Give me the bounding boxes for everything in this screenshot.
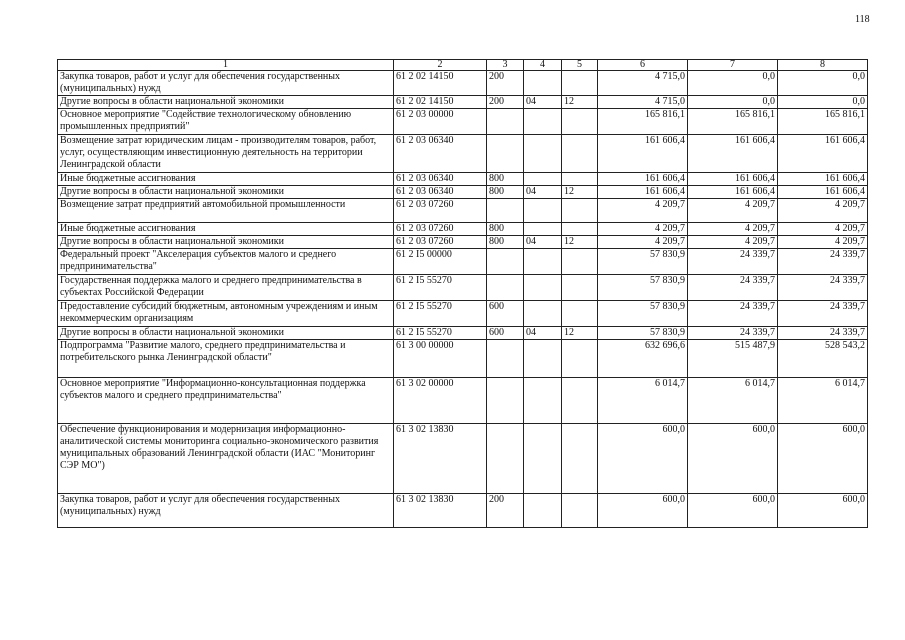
table-row (58, 199, 868, 223)
row-col3 (487, 249, 524, 275)
row-col5 (562, 109, 598, 135)
row-code: 61 3 02 13830 (394, 494, 487, 528)
table-row (58, 424, 868, 494)
row-name: Основное мероприятие "Информационно-консультационная поддержка субъектов малого и среднего предпринимательства" (58, 378, 394, 424)
row-name: Иные бюджетные ассигнования (58, 173, 394, 186)
row-name: Обеспечение функционирования и модернизация информационно-аналитической системы мониторинга социально-экономического развития муниципальных образований Ленинградской области (ИАС "Мониторинг СЭР МО") (58, 424, 394, 494)
row-col5 (562, 340, 598, 378)
row-name: Иные бюджетные ассигнования (58, 223, 394, 236)
row-col3: 600 (487, 301, 524, 327)
row-value-6: 161 606,4 (598, 135, 688, 173)
row-code: 61 3 00 00000 (394, 340, 487, 378)
row-value-7: 24 339,7 (688, 301, 778, 327)
row-col3 (487, 199, 524, 223)
row-value-7: 24 339,7 (688, 275, 778, 301)
row-value-8: 24 339,7 (778, 249, 868, 275)
row-col4: 04 (524, 186, 562, 199)
row-value-8: 6 014,7 (778, 378, 868, 424)
row-value-6: 4 715,0 (598, 96, 688, 109)
row-col3 (487, 340, 524, 378)
row-value-6: 57 830,9 (598, 327, 688, 340)
row-value-6: 6 014,7 (598, 378, 688, 424)
row-value-6: 165 816,1 (598, 109, 688, 135)
row-col5: 12 (562, 186, 598, 199)
row-value-7: 165 816,1 (688, 109, 778, 135)
row-value-7: 24 339,7 (688, 249, 778, 275)
row-col4 (524, 109, 562, 135)
row-value-8: 4 209,7 (778, 199, 868, 223)
row-name: Основное мероприятие "Содействие технологическому обновлению промышленных предприятий" (58, 109, 394, 135)
row-name: Другие вопросы в области национальной экономики (58, 327, 394, 340)
row-value-7: 161 606,4 (688, 186, 778, 199)
row-col5 (562, 494, 598, 528)
table-row (58, 494, 868, 528)
row-col3 (487, 424, 524, 494)
table-row (58, 340, 868, 378)
row-name: Другие вопросы в области национальной экономики (58, 186, 394, 199)
table-row (58, 186, 868, 199)
column-header: 5 (562, 60, 598, 71)
row-col4 (524, 494, 562, 528)
row-value-7: 161 606,4 (688, 135, 778, 173)
row-col5: 12 (562, 96, 598, 109)
column-header: 6 (598, 60, 688, 71)
row-col4 (524, 199, 562, 223)
row-col4 (524, 301, 562, 327)
row-col5 (562, 199, 598, 223)
row-col4 (524, 135, 562, 173)
row-value-7: 4 209,7 (688, 223, 778, 236)
row-code: 61 2 03 07260 (394, 223, 487, 236)
row-col3: 800 (487, 186, 524, 199)
row-code: 61 2 I5 55270 (394, 327, 487, 340)
table-row (58, 249, 868, 275)
row-col5 (562, 301, 598, 327)
row-col4 (524, 173, 562, 186)
row-value-7: 515 487,9 (688, 340, 778, 378)
row-name: Закупка товаров, работ и услуг для обеспечения государственных (муниципальных) нужд (58, 71, 394, 96)
row-code: 61 2 02 14150 (394, 96, 487, 109)
row-name: Другие вопросы в области национальной экономики (58, 236, 394, 249)
row-code: 61 2 03 07260 (394, 236, 487, 249)
row-value-6: 632 696,6 (598, 340, 688, 378)
table-row (58, 135, 868, 173)
row-col5 (562, 71, 598, 96)
row-value-7: 600,0 (688, 494, 778, 528)
row-name: Возмещение затрат юридическим лицам - производителям товаров, работ, услуг, осуществляющим инвестиционную деятельность на территории Ленинградской области (58, 135, 394, 173)
row-col4 (524, 249, 562, 275)
row-value-8: 4 209,7 (778, 236, 868, 249)
table-row (58, 71, 868, 96)
table-row (58, 275, 868, 301)
row-value-6: 4 715,0 (598, 71, 688, 96)
table-row (58, 236, 868, 249)
table-row (58, 173, 868, 186)
row-col5 (562, 135, 598, 173)
row-name: Закупка товаров, работ и услуг для обеспечения государственных (муниципальных) нужд (58, 494, 394, 528)
row-col4 (524, 275, 562, 301)
row-value-7: 4 209,7 (688, 236, 778, 249)
column-header: 2 (394, 60, 487, 71)
row-col3: 800 (487, 236, 524, 249)
row-value-6: 57 830,9 (598, 301, 688, 327)
row-name: Возмещение затрат предприятий автомобильной промышленности (58, 199, 394, 223)
row-value-8: 161 606,4 (778, 186, 868, 199)
row-code: 61 2 I5 00000 (394, 249, 487, 275)
row-col3: 200 (487, 494, 524, 528)
row-value-7: 24 339,7 (688, 327, 778, 340)
row-col3: 800 (487, 173, 524, 186)
row-col3 (487, 135, 524, 173)
row-value-8: 0,0 (778, 96, 868, 109)
row-value-8: 600,0 (778, 424, 868, 494)
row-col3: 800 (487, 223, 524, 236)
column-header: 7 (688, 60, 778, 71)
row-value-8: 24 339,7 (778, 327, 868, 340)
row-col5 (562, 424, 598, 494)
row-value-8: 0,0 (778, 71, 868, 96)
row-value-8: 600,0 (778, 494, 868, 528)
row-code: 61 2 03 07260 (394, 199, 487, 223)
row-col5 (562, 275, 598, 301)
row-value-6: 4 209,7 (598, 199, 688, 223)
row-col5 (562, 223, 598, 236)
row-value-7: 6 014,7 (688, 378, 778, 424)
budget-table (57, 59, 868, 528)
row-col4 (524, 424, 562, 494)
row-value-6: 57 830,9 (598, 275, 688, 301)
row-col3 (487, 275, 524, 301)
row-name: Предоставление субсидий бюджетным, автономным учреждениям и иным некоммерческим организациям (58, 301, 394, 327)
row-value-6: 57 830,9 (598, 249, 688, 275)
table-row (58, 378, 868, 424)
row-value-8: 161 606,4 (778, 173, 868, 186)
row-code: 61 2 03 06340 (394, 135, 487, 173)
table-row (58, 109, 868, 135)
column-header: 1 (58, 60, 394, 71)
row-value-7: 0,0 (688, 96, 778, 109)
row-col5: 12 (562, 327, 598, 340)
row-value-7: 4 209,7 (688, 199, 778, 223)
row-value-8: 165 816,1 (778, 109, 868, 135)
row-col4: 04 (524, 327, 562, 340)
column-header: 8 (778, 60, 868, 71)
row-code: 61 2 I5 55270 (394, 275, 487, 301)
row-col4 (524, 378, 562, 424)
row-col3 (487, 378, 524, 424)
row-name: Государственная поддержка малого и среднего предпринимательства в субъектах Российской Федерации (58, 275, 394, 301)
row-code: 61 2 02 14150 (394, 71, 487, 96)
row-value-6: 4 209,7 (598, 236, 688, 249)
row-code: 61 2 03 00000 (394, 109, 487, 135)
row-name: Федеральный проект "Акселерация субъектов малого и среднего предпринимательства" (58, 249, 394, 275)
header-row (58, 60, 868, 71)
column-header: 4 (524, 60, 562, 71)
row-value-6: 161 606,4 (598, 186, 688, 199)
row-col3: 200 (487, 96, 524, 109)
row-value-8: 528 543,2 (778, 340, 868, 378)
row-col3 (487, 109, 524, 135)
row-value-8: 161 606,4 (778, 135, 868, 173)
row-value-6: 600,0 (598, 424, 688, 494)
table-row (58, 327, 868, 340)
row-col5: 12 (562, 236, 598, 249)
row-code: 61 3 02 00000 (394, 378, 487, 424)
row-col5 (562, 378, 598, 424)
table-row (58, 96, 868, 109)
row-col4 (524, 223, 562, 236)
row-code: 61 3 02 13830 (394, 424, 487, 494)
row-col4: 04 (524, 236, 562, 249)
row-value-8: 4 209,7 (778, 223, 868, 236)
row-code: 61 2 03 06340 (394, 173, 487, 186)
row-value-7: 600,0 (688, 424, 778, 494)
table-row (58, 301, 868, 327)
row-value-7: 161 606,4 (688, 173, 778, 186)
column-header: 3 (487, 60, 524, 71)
row-code: 61 2 I5 55270 (394, 301, 487, 327)
row-value-6: 4 209,7 (598, 223, 688, 236)
page-number: 118 (855, 14, 870, 25)
row-col5 (562, 249, 598, 275)
row-value-7: 0,0 (688, 71, 778, 96)
row-name: Подпрограмма "Развитие малого, среднего предпринимательства и потребительского рынка Ленинградской области" (58, 340, 394, 378)
row-value-6: 161 606,4 (598, 173, 688, 186)
row-name: Другие вопросы в области национальной экономики (58, 96, 394, 109)
row-col3: 600 (487, 327, 524, 340)
row-col3: 200 (487, 71, 524, 96)
row-col4 (524, 340, 562, 378)
row-col5 (562, 173, 598, 186)
row-value-8: 24 339,7 (778, 301, 868, 327)
table-row (58, 223, 868, 236)
row-col4: 04 (524, 96, 562, 109)
row-code: 61 2 03 06340 (394, 186, 487, 199)
row-col4 (524, 71, 562, 96)
row-value-8: 24 339,7 (778, 275, 868, 301)
row-value-6: 600,0 (598, 494, 688, 528)
